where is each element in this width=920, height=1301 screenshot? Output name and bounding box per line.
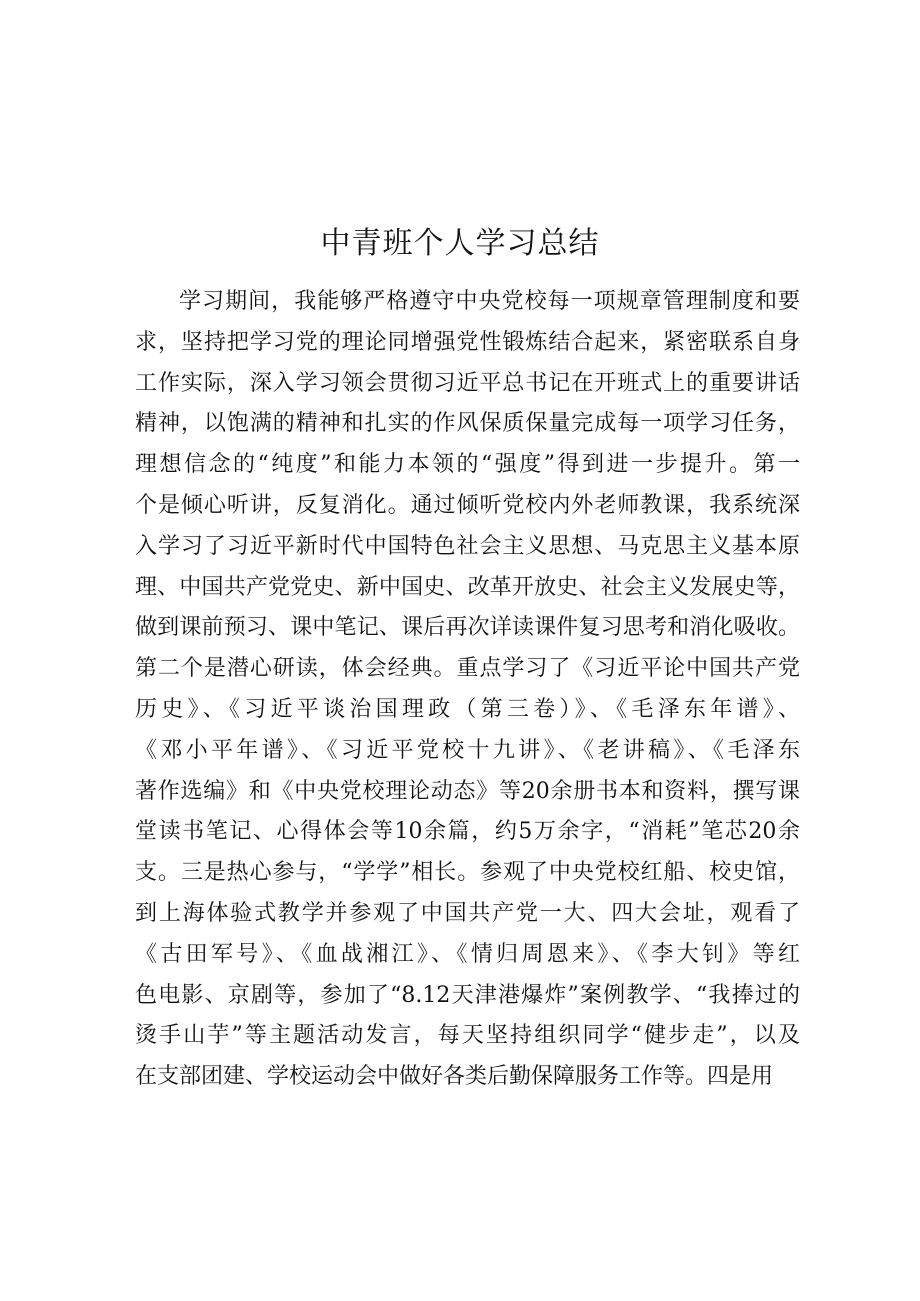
text-line: 到上海体验式教学并参观了中国共产党一大、四大会址，观看了 xyxy=(135,900,800,926)
text-line: 《古田军号》、《血战湘江》、《情归周恩来》、《李大钊》等红 xyxy=(135,941,800,967)
text-line: 求，坚持把学习党的理论同增强党性锻炼结合起来，紧密联系自身 xyxy=(135,329,800,355)
text-line: 理、中国共产党党史、新中国史、改革开放史、社会主义发展史等， xyxy=(135,574,800,600)
text-line: 工作实际，深入学习领会贯彻习近平总书记在开班式上的重要讲话 xyxy=(135,370,800,396)
text-line: 个是倾心听讲，反复消化。通过倾听党校内外老师教课，我系统深 xyxy=(135,492,800,518)
text-line: 堂读书笔记、心得体会等10余篇，约5万余字，“消耗”笔芯20余 xyxy=(135,819,800,845)
text-line: 在支部团建、学校运动会中做好各类后勤保障服务工作等。四是用 xyxy=(135,1064,774,1090)
text-line: 第二个是潜心研读，体会经典。重点学习了《习近平论中国共产党 xyxy=(135,656,800,682)
text-line: 著作选编》和《中央党校理论动态》等20余册书本和资料，撰写课 xyxy=(135,778,800,804)
text-line: 入学习了习近平新时代中国特色社会主义思想、马克思主义基本原 xyxy=(135,533,800,559)
text-line: 色电影、京剧等，参加了“8.12天津港爆炸”案例教学、“我捧过的 xyxy=(135,982,800,1008)
text-line: 支。三是热心参与，“学学”相长。参观了中央党校红船、校史馆， xyxy=(135,860,800,886)
text-line: 学习期间，我能够严格遵守中央党校每一项规章管理制度和要 xyxy=(179,289,800,314)
text-line: 理想信念的“纯度”和能力本领的“强度”得到进一步提升。第一 xyxy=(135,452,800,478)
text-line: 烫手山芋”等主题活动发言，每天坚持组织同学“健步走”，以及 xyxy=(135,1023,800,1049)
document-title: 中青班个人学习总结 xyxy=(320,226,600,261)
text-line: 做到课前预习、课中笔记、课后再次详读课件复习思考和消化吸收。 xyxy=(135,615,800,641)
text-line: 《邓小平年谱》、《习近平党校十九讲》、《老讲稿》、《毛泽东 xyxy=(135,737,800,763)
text-line: 历史》、《习近平谈治国理政（第三卷）》、《毛泽东年谱》、 xyxy=(135,696,800,722)
text-line: 精神，以饱满的精神和扎实的作风保质保量完成每一项学习任务， xyxy=(135,411,800,437)
body-paragraph xyxy=(135,282,800,1098)
